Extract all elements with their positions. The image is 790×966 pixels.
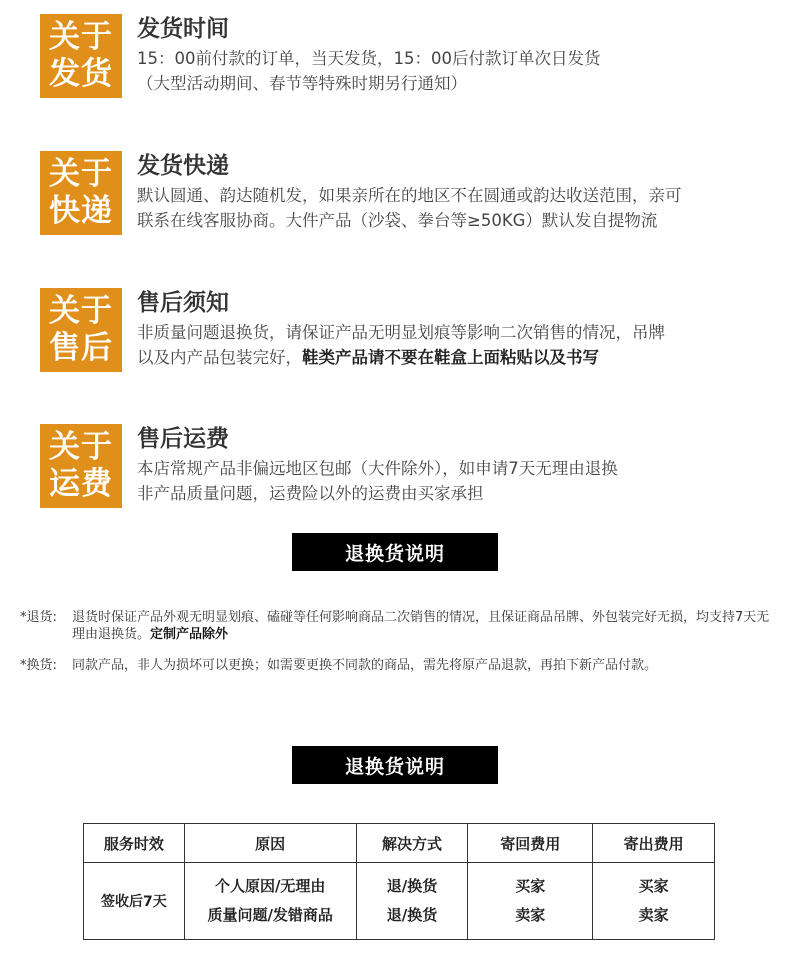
note-label: *换货: <box>20 658 57 673</box>
section-text: （大型活动期间、春节等特殊时期另行通知） <box>137 74 467 93</box>
section-shipping-time <box>40 14 770 98</box>
section-badge: 关于 运费 <box>40 424 122 508</box>
section-badge: 关于 发货 <box>40 14 122 98</box>
table-header-row <box>84 824 715 863</box>
section-text: 15：00前付款的订单，当天发货，15：00后付款订单次日发货 <box>137 49 601 68</box>
section-courier <box>40 151 770 235</box>
table-cell-duration: 签收后7天 <box>84 863 185 940</box>
section-title: 售后须知 <box>137 290 229 316</box>
section-text: 联系在线客服协商。大件产品（沙袋、拳台等≥50KG）默认发自提物流 <box>137 211 658 230</box>
section-title: 售后运费 <box>137 426 229 452</box>
emphasis-text: 定制产品除外 <box>150 627 229 642</box>
section-shipping-fee <box>40 424 770 508</box>
note-text: 退货时保证产品外观无明显划痕、磕碰等任何影响商品二次销售的情况，且保证商品吊牌、外包装完好无损，均支持7天无理由退换货。定制产品除外 <box>72 610 770 642</box>
note-label: *退货: <box>20 610 57 625</box>
table-cell: 退/换货 退/换货 <box>356 863 468 940</box>
return-note <box>20 609 780 643</box>
section-after-sales <box>40 288 770 372</box>
table-header: 解决方式 <box>356 824 468 863</box>
table-row <box>84 863 715 940</box>
section-text: 非质量问题退换货，请保证产品无明显划痕等影响二次销售的情况，吊牌 <box>137 323 665 342</box>
section-text: 本店常规产品非偏远地区包邮（大件除外），如申请7天无理由退换 <box>137 459 618 478</box>
return-policy-banner: 退换货说明 <box>292 746 498 784</box>
table-cell: 买家 卖家 <box>593 863 715 940</box>
table-header: 寄回费用 <box>468 824 593 863</box>
section-title: 发货快递 <box>137 153 229 179</box>
emphasis-text: 鞋类产品请不要在鞋盒上面粘贴以及书写 <box>302 348 599 367</box>
table-header: 原因 <box>184 824 356 863</box>
service-table <box>83 823 715 940</box>
section-badge: 关于 售后 <box>40 288 122 372</box>
return-policy-banner: 退换货说明 <box>292 533 498 571</box>
table-header: 服务时效 <box>84 824 185 863</box>
section-text: 非产品质量问题，运费险以外的运费由买家承担 <box>137 484 484 503</box>
section-text: 默认圆通、韵达随机发，如果亲所在的地区不在圆通或韵达收送范围，亲可 <box>137 186 682 205</box>
section-title: 发货时间 <box>137 16 229 42</box>
note-text: 同款产品，非人为损坏可以更换；如需要更换不同款的商品，需先将原产品退款，再拍下新产品付款。 <box>72 658 658 673</box>
table-cell: 买家 卖家 <box>468 863 593 940</box>
section-badge: 关于 快递 <box>40 151 122 235</box>
table-header: 寄出费用 <box>593 824 715 863</box>
table-cell: 个人原因/无理由 质量问题/发错商品 <box>184 863 356 940</box>
exchange-note <box>20 657 780 674</box>
section-text: 以及内产品包装完好，鞋类产品请不要在鞋盒上面粘贴以及书写 <box>137 348 599 367</box>
